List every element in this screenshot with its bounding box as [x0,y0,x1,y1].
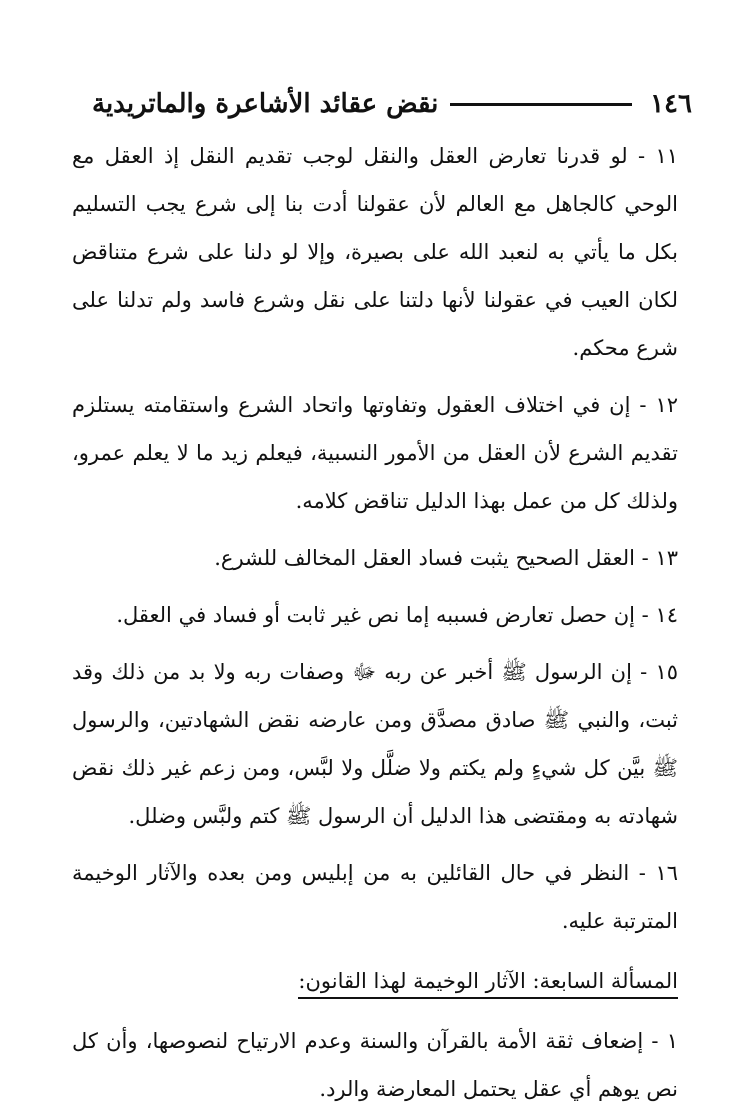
paragraph-consequence-1: ١ - إضعاف ثقة الأمة بالقرآن والسنة وعدم الارتياح لنصوصها، وأن كل نص يوهم أي عقل يحتمل المعارضة والرد. [72,1029,678,1101]
paragraph-16: ١٦ - النظر في حال القائلين به من إبليس ومن بعده والآثار الوخيمة المترتبة عليه. [72,861,678,933]
page-header [92,84,692,124]
section-heading [72,957,678,1005]
page-body [72,132,678,1113]
running-title: نقض عقائد الأشاعرة والماتريدية [92,89,439,119]
header-rule [450,103,632,106]
paragraph-13: ١٣ - العقل الصحيح يثبت فساد العقل المخالف للشرع. [214,546,678,570]
paragraph-15: ١٥ - إن الرسول ﷺ أخبر عن ربه ﷻ وصفات ربه ولا بد من ذلك وقد ثبت، والنبي ﷺ صادق مصدَّق ومن عارضه نقض الشهادتين، والرسول ﷺ بيَّن كل شيءٍ ولم يكتم ولا ضلَّل ولا لبَّس، ومن زعم غير ذلك نقض شهادته به ومقتضى هذا الدليل أن الرسول ﷺ كتم ولبَّس وضلل. [72,660,678,828]
paragraph-14: ١٤ - إن حصل تعارض فسببه إما نص غير ثابت أو فساد في العقل. [116,603,678,627]
paragraph-11: ١١ - لو قدرنا تعارض العقل والنقل لوجب تقديم النقل إذ العقل مع الوحي كالجاهل مع العالم لأن عقولنا أدت بنا إلى شرع يجب التسليم بكل ما يأتي به لنعبد الله على بصيرة، وإلا لو دلنا على شرع متناقض لكان العيب في عقولنا لأنها دلتنا على نقل وشرع فاسد ولم تدلنا على شرع محكم. [72,144,678,360]
paragraph-12: ١٢ - إن في اختلاف العقول وتفاوتها واتحاد الشرع واستقامته يستلزم تقديم الشرع لأن العقل من الأمور النسبية، فيعلم زيد ما لا يعلم عمرو، ولذلك كل من عمل بهذا الدليل تناقض كلامه. [72,393,678,513]
section-heading-text: المسألة السابعة: الآثار الوخيمة لهذا القانون: [298,969,678,999]
page-number: ١٤٦ [650,89,692,119]
